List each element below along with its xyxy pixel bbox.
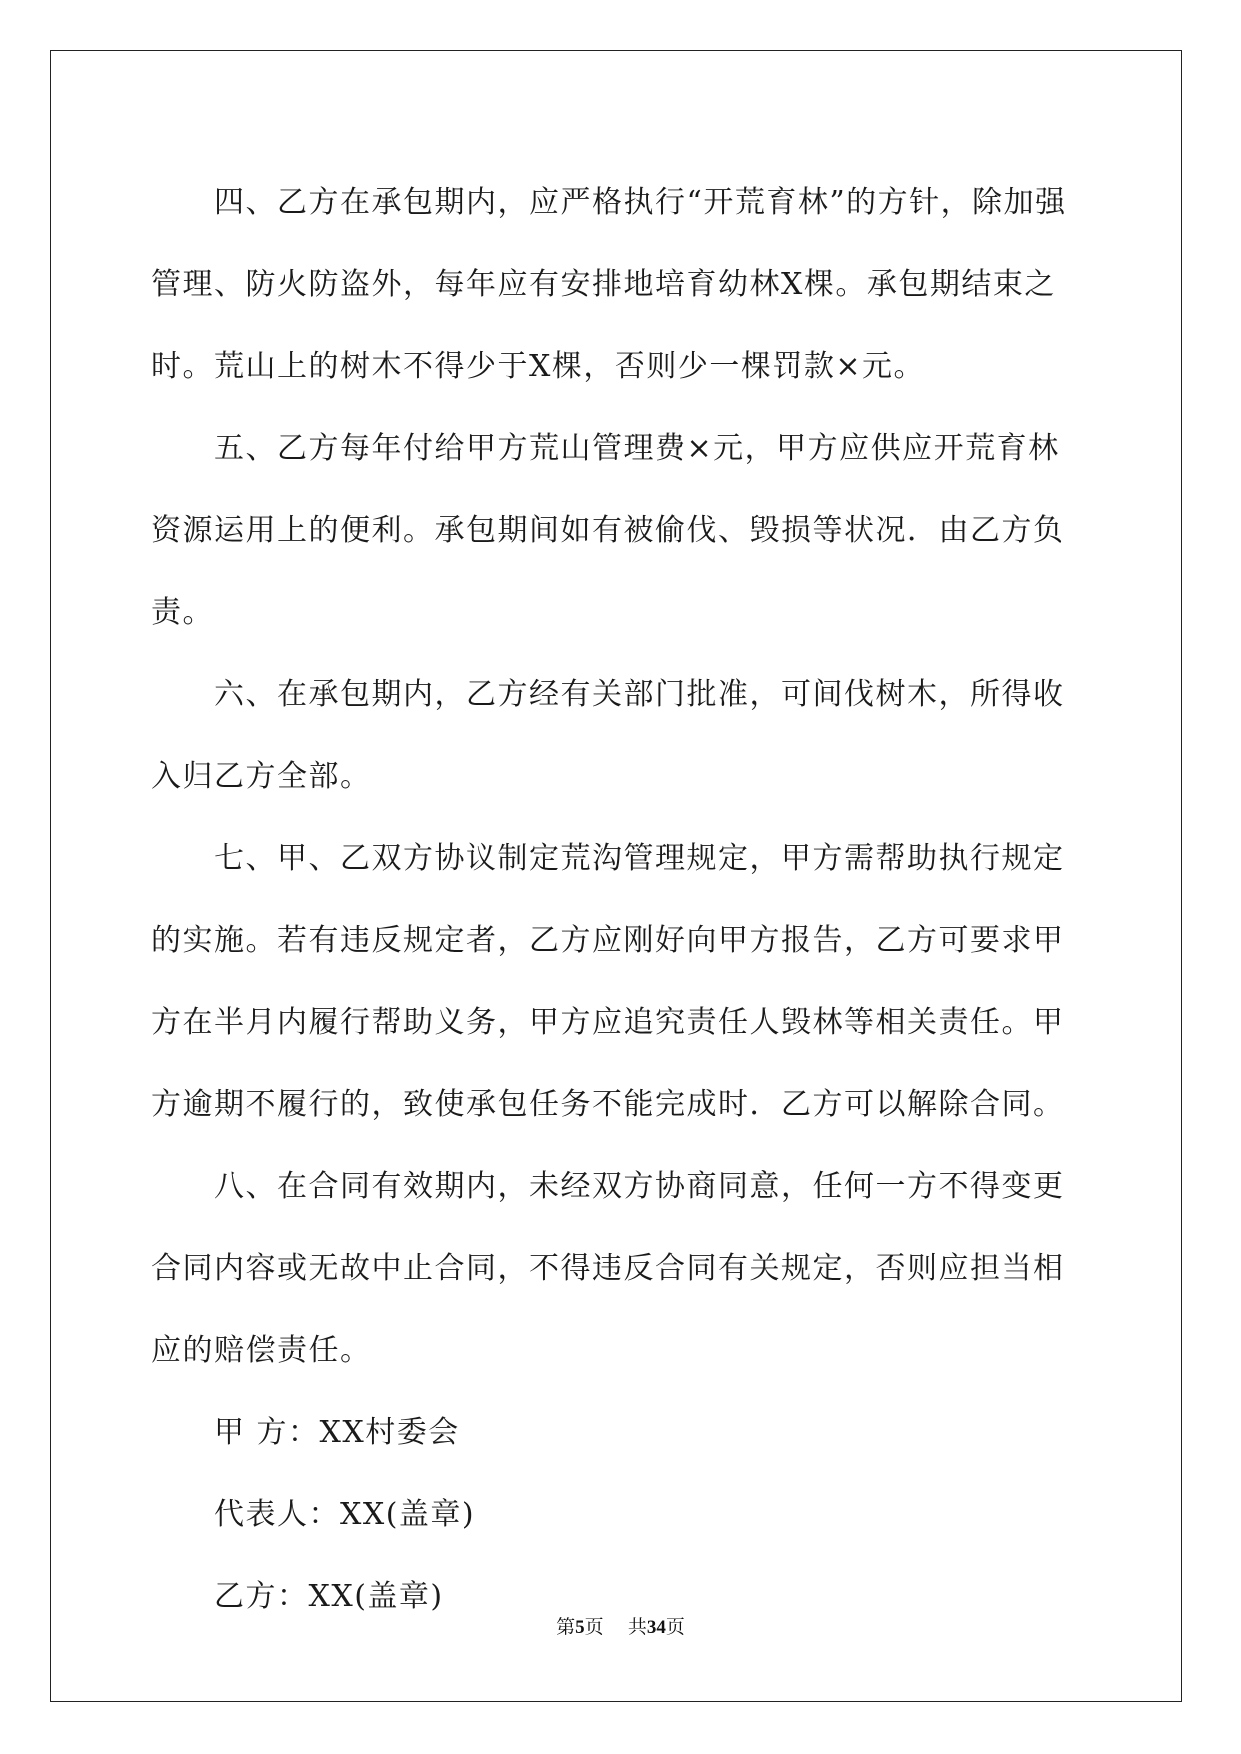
footer-prefix: 第 [556, 1616, 576, 1638]
clause-7: 七、甲、乙双方协议制定荒沟管理规定，甲方需帮助执行规定的实施。若有违反规定者，乙方应刚好向甲方报告，乙方可要求甲方在半月内履行帮助义务，甲方应追究责任人毁林等相关责任。甲方逾期不履行的，致使承包任务不能完成时．乙方可以解除合同。 [151, 841, 1065, 1122]
footer-total-prefix: 共 [627, 1616, 647, 1638]
party-b-signature: 乙方：XX(盖章) [214, 1579, 444, 1614]
footer-page-suffix: 页 [584, 1616, 604, 1638]
page-footer [0, 1612, 1241, 1639]
clause-4: 四、乙方在承包期内，应严格执行“开荒育林”的方针，除加强管理、防火防盗外，每年应有安排地培育幼林X棵。承包期结束之时。荒山上的树木不得少于X棵，否则少一棵罚款×元。 [151, 185, 1067, 384]
clause-6: 六、在承包期内，乙方经有关部门批准，可间伐树木，所得收入归乙方全部。 [151, 677, 1065, 794]
total-page-number: 34 [646, 1617, 666, 1638]
clause-8: 八、在合同有效期内，未经双方协商同意，任何一方不得变更合同内容或无故中止合同，不得违反合同有关规定，否则应担当相应的赔偿责任。 [151, 1169, 1065, 1368]
representative-signature: 代表人：XX(盖章) [214, 1497, 476, 1532]
current-page-number: 5 [575, 1617, 585, 1638]
footer-total-suffix: 页 [665, 1616, 685, 1638]
clause-5: 五、乙方每年付给甲方荒山管理费×元，甲方应供应开荒育林资源运用上的便利。承包期间如有被偷伐、毁损等状况．由乙方负责。 [151, 431, 1065, 630]
document-body [151, 162, 1091, 1638]
party-a-signature: 甲 方：XX村委会 [214, 1415, 460, 1450]
